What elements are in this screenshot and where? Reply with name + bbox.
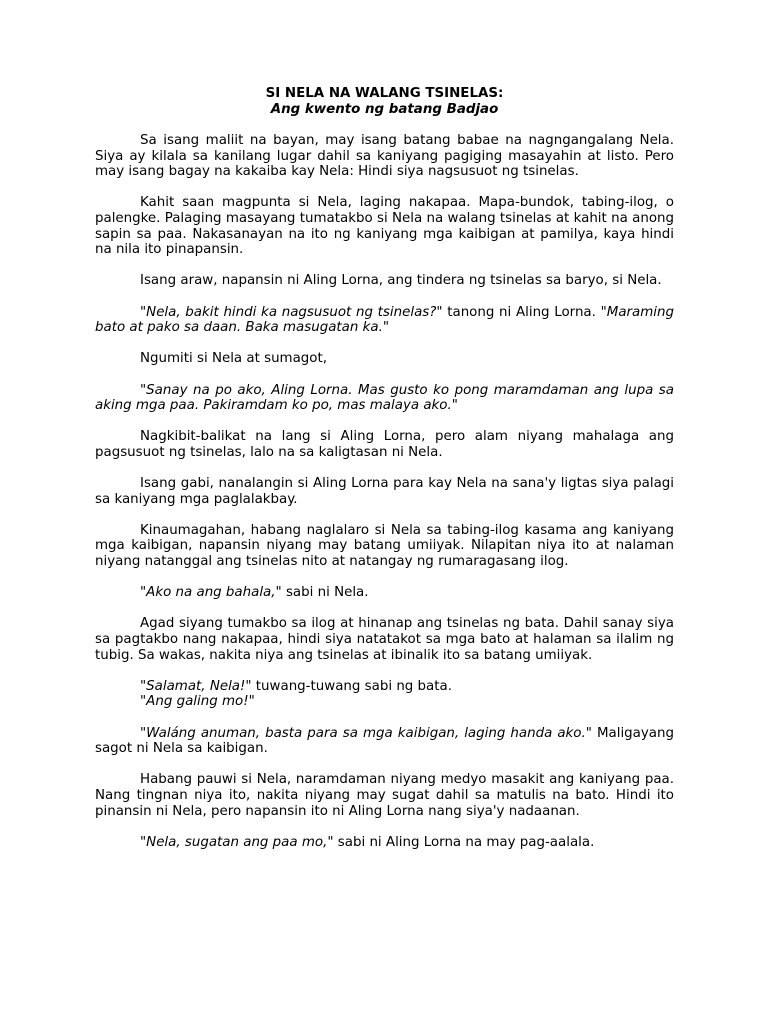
paragraph-11: Agad siyang tumakbo sa ilog at hinanap ang tsinelas ng bata. Dahil sanay siya sa pagtakbo nang nakapaa, hindi siya natatakot sa mga bato at halaman sa ilalim ng tubig. Sa wakas, nakita niya ang tsinelas at ibinalik ito sa batang umiiyak. <box>95 616 674 663</box>
dialogue-quote: Salamat, Nela! <box>146 678 246 694</box>
dialogue-quote: Waláng anuman, basta para sa mga kaibigan, laging handa ako. <box>146 725 586 741</box>
paragraph-1: Sa isang maliit na bayan, may isang batang babae na nagngangalang Nela. Siya ay kilala sa kanilang lugar dahil sa kaniyang pagiging masayahin at listo. Pero may isang bagay na kakaiba kay Nela: Hindi siya nagsusuot ng tsinelas. <box>95 133 674 180</box>
dialogue-quote: Ako na ang bahala, <box>146 585 276 601</box>
paragraph-6: "Sanay na po ako, Aling Lorna. Mas gusto ko pong maramdaman ang lupa sa aking mga paa. Pakiramdam ko po, mas malaya ako." <box>95 382 674 414</box>
paragraph-8: Isang gabi, nanalangin si Aling Lorna para kay Nela na sana'y ligtas siya palagi sa kaniyang mga paglalakbay. <box>95 476 674 507</box>
paragraph-13: "Ang galing mo!" <box>140 694 255 710</box>
dialogue-tag: tanong ni Aling Lorna. <box>442 304 596 320</box>
paragraph-15: Habang pauwi si Nela, naramdaman niyang medyo masakit ang kaniyang paa. Nang tingnan niya ito, nakita niyang may sugat dahil sa matulis na bato. Hindi ito pinansin ni Nela, pero napansin ito ni Aling Lorna nang siya'y nadaanan. <box>95 772 674 819</box>
story-subtitle: Ang kwento ng batang Badjao <box>270 101 499 117</box>
dialogue-quote: Nela, sugatan ang paa mo, <box>146 834 328 850</box>
dialogue-quote: Maraming bato at pako sa daan. Baka masugatan ka. <box>95 304 674 336</box>
paragraph-2: Kahit saan magpunta si Nela, laging nakapaa. Mapa-bundok, tabing-ilog, o palengke. Palaging masayang tumatakbo si Nela na walang tsinelas at kahit na anong sapin sa paa. Nakasanayan na ito ng kaniyang mga kaibigan at pamilya, kaya hindi na nila ito pinapansin. <box>95 195 674 258</box>
dialogue-quote: Ang galing mo! <box>146 694 249 710</box>
paragraph-9: Kinaumagahan, habang naglalaro si Nela sa tabing-ilog kasama ang kaniyang mga kaibigan, napansin niyang may batang umiiyak. Nilapitan niya ito at nalaman niyang natanggal ang tsinelas nito at natangay ng rumaragasang ilog. <box>95 522 674 570</box>
dialogue-quote: Nela, bakit hindi ka nagsusuot ng tsinelas? <box>146 304 437 320</box>
story-title: SI NELA NA WALANG TSINELAS: <box>265 86 504 101</box>
paragraph-12: "Salamat, Nela!" tuwang-tuwang sabi ng bata. <box>140 678 452 694</box>
paragraph-4: "Nela, bakit hindi ka nagsusuot ng tsinelas?" tanong ni Aling Lorna. "Maraming bato at pako sa daan. Baka masugatan ka." <box>95 304 674 336</box>
paragraph-10: "Ako na ang bahala," sabi ni Nela. <box>140 585 369 601</box>
dialogue-tag: Maligayang sagot ni Nela sa kaibigan. <box>95 725 674 757</box>
paragraph-16: "Nela, sugatan ang paa mo," sabi ni Aling Lorna na may pag-aalala. <box>140 834 595 850</box>
paragraph-5: Ngumiti si Nela at sumagot, <box>140 351 328 367</box>
dialogue-tag: tuwang-tuwang sabi ng bata. <box>251 678 452 694</box>
paragraph-14: "Waláng anuman, basta para sa mga kaibigan, laging handa ako." Maligayang sagot ni Nela sa kaibigan. <box>95 725 674 757</box>
dialogue-tag: sabi ni Aling Lorna na may pag-aalala. <box>333 834 595 850</box>
paragraph-3: Isang araw, napansin ni Aling Lorna, ang tindera ng tsinelas sa baryo, si Nela. <box>140 273 662 289</box>
story-body <box>95 133 674 866</box>
paragraph-7: Nagkibit-balikat na lang si Aling Lorna, pero alam niyang mahalaga ang pagsusuot ng tsinelas, lalo na sa kaligtasan ni Nela. <box>95 429 674 460</box>
dialogue-quote: Sanay na po ako, Aling Lorna. Mas gusto ko pong maramdaman ang lupa sa aking mga paa. Pakiramdam ko po, mas malaya ako. <box>95 382 674 414</box>
dialogue-tag: sabi ni Nela. <box>281 585 369 601</box>
title-block <box>95 86 674 117</box>
